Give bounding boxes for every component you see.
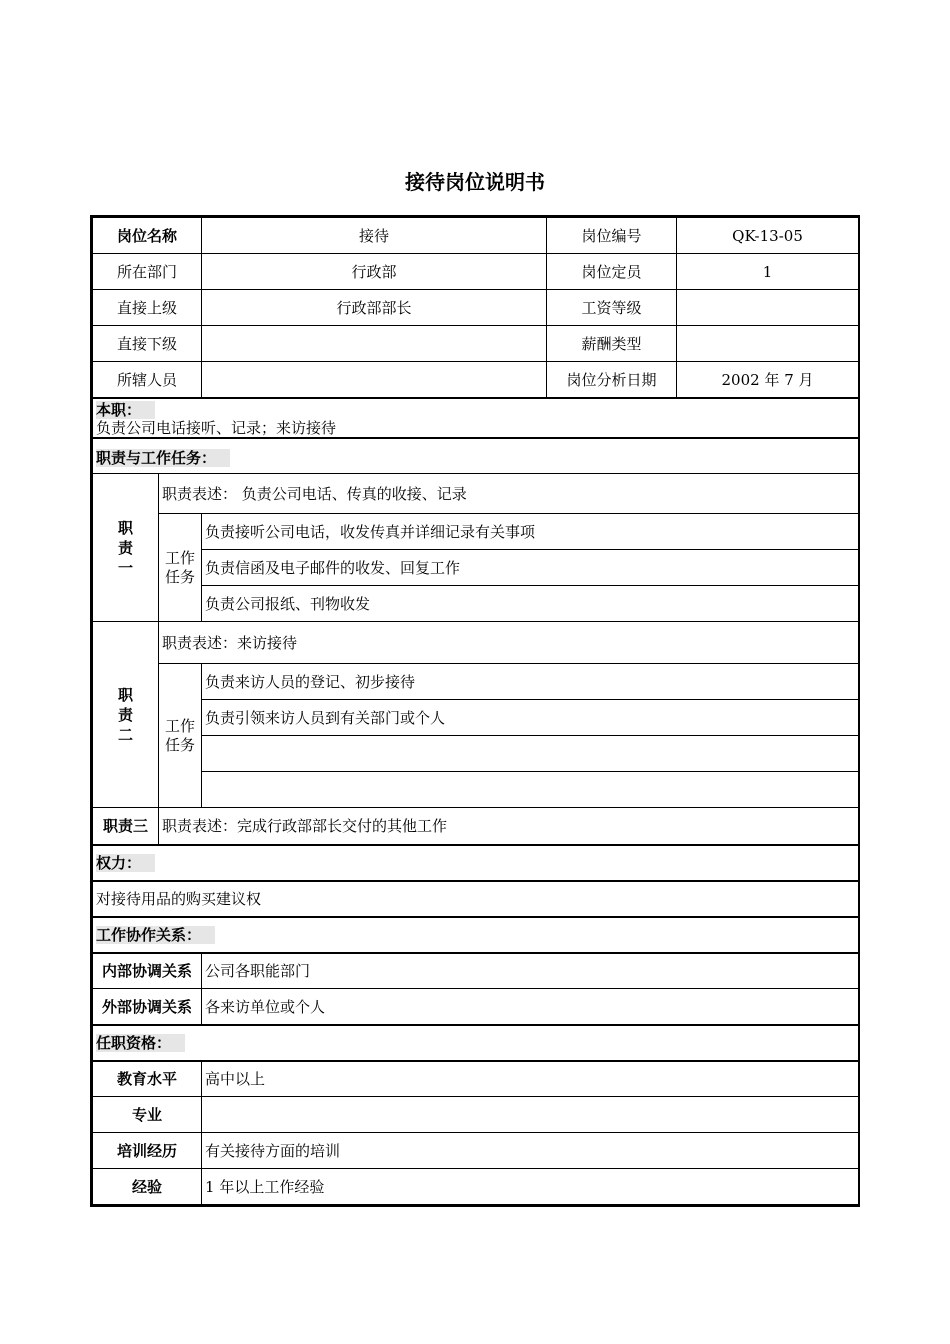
- duty1-desc-row: [93, 474, 859, 514]
- headcount-value: 1: [677, 254, 859, 290]
- duty2-task-row: [93, 772, 859, 808]
- duty1-desc: 职责表述： 负责公司电话、传真的收接、记录: [159, 474, 859, 514]
- row-experience: [93, 1169, 859, 1205]
- duty1-task: 负责接听公司电话，收发传真并详细记录有关事项: [202, 514, 859, 550]
- experience-label: 经验: [93, 1169, 202, 1205]
- staff-value: [202, 362, 547, 398]
- education-value: 高中以上: [202, 1061, 859, 1097]
- relations-label: 工作协作关系：: [96, 926, 215, 944]
- row-major: [93, 1097, 859, 1133]
- major-value: [202, 1097, 859, 1133]
- major-label: 专业: [93, 1097, 202, 1133]
- superior-value: 行政部部长: [202, 290, 547, 326]
- row-staff: [93, 362, 859, 398]
- row-internal: [93, 953, 859, 989]
- core-label: 本职：: [96, 401, 155, 419]
- duty2-task: 负责来访人员的登记、初步接待: [202, 664, 859, 700]
- authority-text: 对接待用品的购买建议权: [93, 881, 859, 917]
- row-position-name: [93, 218, 859, 254]
- duty1-task-label: 工作任务: [159, 514, 202, 622]
- duty2-task-row: [93, 736, 859, 772]
- row-authority-header: [93, 845, 859, 881]
- duty3-row: [93, 808, 859, 845]
- analysis-date-label: 岗位分析日期: [547, 362, 677, 398]
- analysis-date-value: 2002 年 7 月: [677, 362, 859, 398]
- row-dept: [93, 254, 859, 290]
- authority-section: [93, 845, 859, 881]
- duty2-label: 职责二: [93, 622, 159, 808]
- row-subordinate: [93, 326, 859, 362]
- duty2-task: 负责引领来访人员到有关部门或个人: [202, 700, 859, 736]
- row-superior: [93, 290, 859, 326]
- duty2-desc: 职责表述：来访接待: [159, 622, 859, 664]
- row-education: [93, 1061, 859, 1097]
- salary-grade-value: [677, 290, 859, 326]
- experience-value: 1 年以上工作经验: [202, 1169, 859, 1205]
- duty2-task-label: 工作任务: [159, 664, 202, 808]
- training-value: 有关接待方面的培训: [202, 1133, 859, 1169]
- authority-label: 权力：: [96, 854, 155, 872]
- duty2-task-row: [93, 700, 859, 736]
- duty1-task-row: [93, 550, 859, 586]
- headcount-label: 岗位定员: [547, 254, 677, 290]
- external-label: 外部协调关系: [93, 989, 202, 1025]
- row-core: [93, 398, 859, 438]
- duty3-label: 职责三: [93, 808, 159, 845]
- core-section: [93, 398, 859, 438]
- duties-label: 职责与工作任务：: [96, 449, 230, 467]
- position-no-value: QK-13-05: [677, 218, 859, 254]
- duty1-task: 负责公司报纸、刊物收发: [202, 586, 859, 622]
- duty1-task: 负责信函及电子邮件的收发、回复工作: [202, 550, 859, 586]
- internal-label: 内部协调关系: [93, 953, 202, 989]
- relations-section: [93, 917, 859, 953]
- row-external: [93, 989, 859, 1025]
- duty1-task-row: [93, 514, 859, 550]
- superior-label: 直接上级: [93, 290, 202, 326]
- dept-label: 所在部门: [93, 254, 202, 290]
- dept-value: 行政部: [202, 254, 547, 290]
- duty1-label: 职责一: [93, 474, 159, 622]
- duty2-desc-row: [93, 622, 859, 664]
- core-text: 负责公司电话接听、记录；来访接待: [96, 418, 337, 437]
- qualifications-section: [93, 1025, 859, 1061]
- position-no-label: 岗位编号: [547, 218, 677, 254]
- internal-value: 公司各职能部门: [202, 953, 859, 989]
- position-name-label: 岗位名称: [93, 218, 202, 254]
- row-qualifications-header: [93, 1025, 859, 1061]
- job-description-form: [90, 215, 860, 1207]
- pay-type-label: 薪酬类型: [547, 326, 677, 362]
- duties-section: [93, 438, 859, 474]
- row-authority: [93, 881, 859, 917]
- position-name-value: 接待: [202, 218, 547, 254]
- row-duties-header: [93, 438, 859, 474]
- pay-type-value: [677, 326, 859, 362]
- row-training: [93, 1133, 859, 1169]
- salary-grade-label: 工资等级: [547, 290, 677, 326]
- row-relations-header: [93, 917, 859, 953]
- external-value: 各来访单位或个人: [202, 989, 859, 1025]
- subordinate-label: 直接下级: [93, 326, 202, 362]
- subordinate-value: [202, 326, 547, 362]
- duty2-task: [202, 736, 859, 772]
- training-label: 培训经历: [93, 1133, 202, 1169]
- page-title: 接待岗位说明书: [405, 170, 545, 194]
- education-label: 教育水平: [93, 1061, 202, 1097]
- duty2-task: [202, 772, 859, 808]
- duty3-desc: 职责表述：完成行政部部长交付的其他工作: [159, 808, 859, 845]
- duty1-task-row: [93, 586, 859, 622]
- duty2-task-row: [93, 664, 859, 700]
- form-table: [92, 217, 859, 1205]
- qualifications-label: 任职资格：: [96, 1034, 185, 1052]
- staff-label: 所辖人员: [93, 362, 202, 398]
